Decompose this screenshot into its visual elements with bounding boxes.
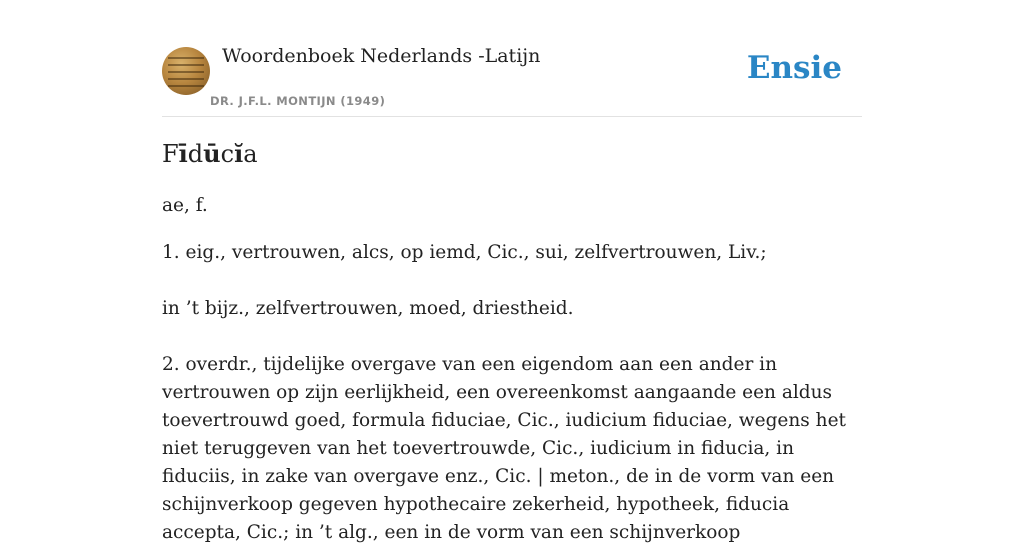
headword-part: ū (203, 139, 221, 168)
page (162, 0, 862, 543)
headword-part: ī (178, 139, 188, 168)
header (162, 0, 862, 117)
headword-part: a (243, 140, 258, 168)
definition-paragraph: 1. eig., vertrouwen, alcs, op iemd, Cic., sui, zelfvertrouwen, Liv.; (162, 242, 767, 263)
headword-part: d (187, 140, 204, 168)
book-cover-icon[interactable] (162, 47, 210, 95)
headword-part: F (162, 140, 179, 168)
definition-paragraph: 2. overdr., tijdelijke overgave van een eigendom aan een ander in vertrouwen op zijn eerlijkheid, een overeenkomst aangaande een aldus toevertrouwd goed, formula fiduciae, Cic., iudicium fiduciae, wegens het niet teruggeven van het toevertrouwde, Cic., iudicium in fiducia, in fiduciis, in zake van overgave enz., Cic. | meton., de in de vorm van een schijnverkoop gegeven hypothecaire zekerheid, hypotheek, fiducia accepta, Cic.; in ’t alg., een in de vorm van een schijnverkoop (162, 354, 846, 543)
headword (162, 139, 258, 168)
grammar-note: ae, f. (162, 195, 208, 216)
book-title[interactable]: Woordenboek Nederlands -Latijn (222, 45, 541, 67)
brand-logo[interactable]: Ensie (746, 50, 842, 86)
book-author: DR. J.F.L. MONTIJN (1949) (210, 94, 386, 108)
definition-paragraph: in ’t bijz., zelfvertrouwen, moed, driestheid. (162, 298, 574, 319)
entry-body (162, 192, 862, 547)
headword-part: ĭ (234, 139, 244, 168)
headword-part: c (220, 140, 235, 168)
